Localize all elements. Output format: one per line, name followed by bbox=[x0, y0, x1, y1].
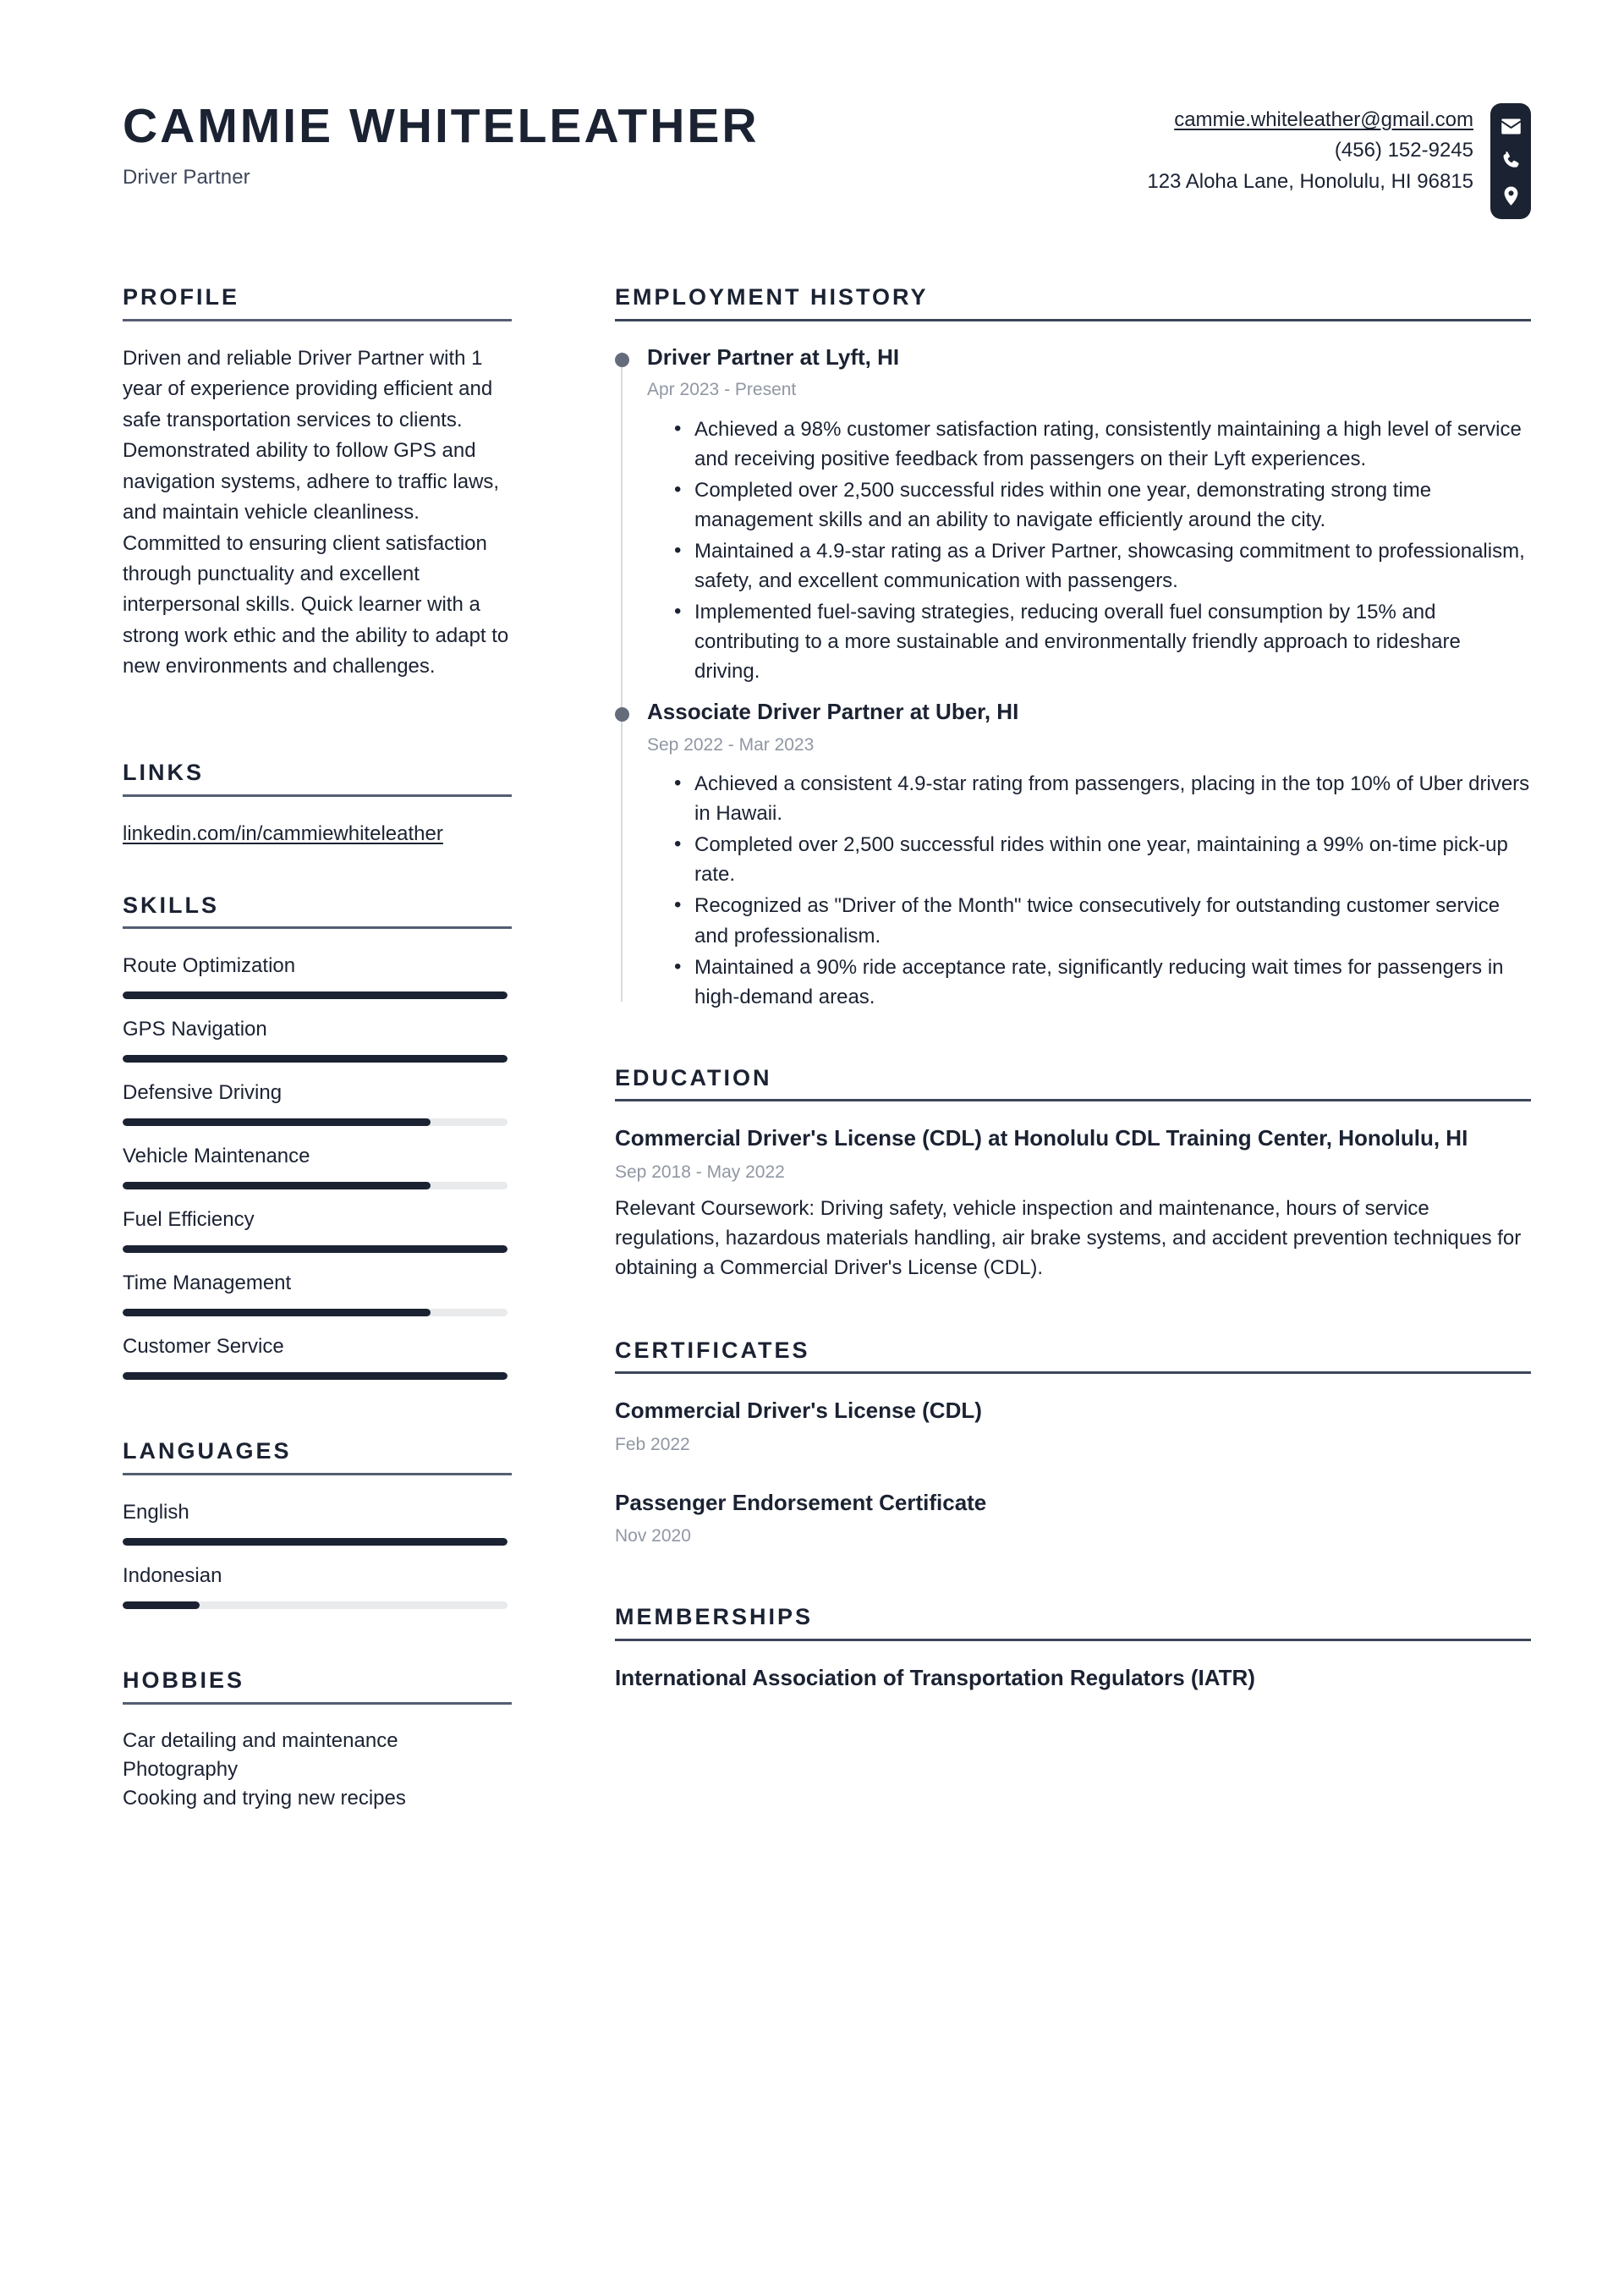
skill-bar-fill bbox=[123, 991, 508, 999]
header-contact bbox=[1147, 95, 1531, 219]
sidebar-column bbox=[123, 285, 562, 1813]
section-rule bbox=[123, 1702, 512, 1705]
skill-label: GPS Navigation bbox=[123, 1018, 267, 1041]
section-rule bbox=[123, 1473, 512, 1475]
section-title-profile: PROFILE bbox=[123, 284, 240, 310]
section-hobbies bbox=[123, 1668, 512, 1813]
employment-timeline bbox=[615, 343, 1531, 1012]
job-bullet: • Maintained a 4.9-star rating as a Driver Partner, showcasing commitment to professionalism, safety, and excellent communication with passengers. bbox=[694, 536, 1531, 596]
section-rule bbox=[615, 319, 1531, 321]
skill-label: Customer Service bbox=[123, 1335, 284, 1359]
skill-label: Time Management bbox=[123, 1272, 292, 1295]
job-bullet: • Completed over 2,500 successful rides within one year, maintaining a 99% on-time pick-up rate. bbox=[694, 830, 1531, 889]
section-title-education: EDUCATION bbox=[615, 1064, 772, 1090]
skill-item bbox=[123, 1078, 512, 1126]
job-bullet-list bbox=[647, 769, 1531, 1011]
section-rule bbox=[123, 794, 512, 797]
skill-item bbox=[123, 1014, 512, 1063]
hobby-item: Car detailing and maintenance bbox=[123, 1728, 398, 1752]
skill-bar-fill bbox=[123, 1372, 508, 1380]
spacer bbox=[615, 1286, 1531, 1338]
skill-bar-track bbox=[123, 1372, 508, 1380]
certificate-date: Feb 2022 bbox=[615, 1435, 690, 1455]
skill-bar-track bbox=[123, 1245, 508, 1253]
section-education bbox=[615, 1066, 1531, 1283]
section-employment bbox=[615, 285, 1531, 1012]
job-date: Apr 2023 - Present bbox=[647, 380, 797, 400]
section-title-links: LINKS bbox=[123, 759, 204, 785]
section-rule bbox=[615, 1371, 1531, 1374]
language-bar-fill bbox=[123, 1538, 508, 1546]
hobby-item: Cooking and trying new recipes bbox=[123, 1786, 406, 1810]
contact-address: 123 Aloha Lane, Honolulu, HI 96815 bbox=[1147, 169, 1473, 193]
skill-label: Fuel Efficiency bbox=[123, 1208, 255, 1232]
skill-item bbox=[123, 951, 512, 999]
hobby-item: Photography bbox=[123, 1757, 239, 1781]
certificate-title: Commercial Driver's License (CDL) bbox=[615, 1398, 982, 1424]
contact-icon-stack bbox=[1490, 103, 1531, 219]
skill-bar-fill bbox=[123, 1055, 508, 1063]
contact-lines bbox=[1147, 103, 1473, 197]
timeline-dot-icon bbox=[615, 353, 629, 367]
section-rule bbox=[123, 319, 512, 321]
skill-bar-track bbox=[123, 1309, 508, 1316]
section-profile bbox=[123, 285, 512, 683]
resume-body bbox=[0, 285, 1624, 1813]
skill-bar-track bbox=[123, 1182, 508, 1189]
job-bullet-list bbox=[647, 415, 1531, 686]
section-languages bbox=[123, 1439, 512, 1609]
language-bar-fill bbox=[123, 1601, 200, 1609]
timeline-dot-icon bbox=[615, 707, 629, 722]
skill-bar-fill bbox=[123, 1118, 431, 1126]
section-title-skills: SKILLS bbox=[123, 892, 220, 918]
section-rule bbox=[615, 1639, 1531, 1641]
certificate-date: Nov 2020 bbox=[615, 1526, 691, 1546]
skill-bar-fill bbox=[123, 1309, 431, 1316]
section-title-certificates: CERTIFICATES bbox=[615, 1337, 810, 1363]
language-item bbox=[123, 1561, 512, 1609]
language-label: English bbox=[123, 1500, 189, 1524]
profile-text: Driven and reliable Driver Partner with 1 year of experience providing efficient and safe transportation services to clients. Demonstrated ability to follow GPS and navigation systems, adhere to traffic laws, and maintain vehicle cleanliness. Committed to ensuring client satisfaction through punctuality and excellent interpersonal skills. Quick learner with a strong work ethic and the ability to adapt to new environments and challenges. bbox=[123, 346, 509, 678]
location-pin-icon bbox=[1500, 184, 1522, 207]
phone-icon bbox=[1500, 150, 1522, 173]
section-memberships bbox=[615, 1605, 1531, 1694]
section-links bbox=[123, 761, 512, 849]
job-title: Driver Partner at Lyft, HI bbox=[647, 343, 900, 370]
job-bullet: • Achieved a consistent 4.9-star rating from passengers, placing in the top 10% of Uber drivers in Hawaii. bbox=[694, 769, 1531, 828]
envelope-icon bbox=[1500, 115, 1522, 138]
education-description: Relevant Coursework: Driving safety, vehicle inspection and maintenance, hours of service regulations, hazardous materials handling, air brake systems, and accident prevention techniques for obtaining a Commercial Driver's License (CDL). bbox=[615, 1196, 1522, 1279]
section-certificates bbox=[615, 1338, 1531, 1549]
certificate-entry bbox=[615, 1396, 1531, 1457]
skill-bar-fill bbox=[123, 1182, 431, 1189]
skill-bar-track bbox=[123, 991, 508, 999]
header-identity bbox=[123, 95, 760, 190]
candidate-name: CAMMIE WHITELEATHER bbox=[123, 99, 760, 153]
job-entry bbox=[615, 698, 1531, 1011]
section-title-employment: EMPLOYMENT HISTORY bbox=[615, 284, 929, 310]
skill-label: Vehicle Maintenance bbox=[123, 1145, 310, 1168]
skill-item bbox=[123, 1141, 512, 1189]
section-rule bbox=[615, 1099, 1531, 1101]
spacer bbox=[123, 703, 512, 761]
contact-email[interactable]: cammie.whiteleather@gmail.com bbox=[1174, 108, 1473, 131]
spacer bbox=[123, 1395, 512, 1439]
skill-item bbox=[123, 1268, 512, 1316]
main-column bbox=[562, 285, 1531, 1813]
membership-entry bbox=[615, 1663, 1531, 1694]
section-title-languages: LANGUAGES bbox=[123, 1438, 292, 1464]
job-entry bbox=[615, 343, 1531, 686]
job-title: Associate Driver Partner at Uber, HI bbox=[647, 699, 1019, 725]
resume-header bbox=[0, 0, 1624, 219]
skill-label: Defensive Driving bbox=[123, 1081, 283, 1105]
spacer bbox=[615, 1013, 1531, 1066]
spacer bbox=[123, 1624, 512, 1668]
skill-bar-track bbox=[123, 1118, 508, 1126]
job-bullet: • Achieved a 98% customer satisfaction rating, consistently maintaining a high level of service and receiving positive feedback from passengers on their Lyft experiences. bbox=[694, 415, 1531, 474]
education-date: Sep 2018 - May 2022 bbox=[615, 1162, 785, 1183]
skill-bar-fill bbox=[123, 1245, 508, 1253]
membership-title: International Association of Transportation Regulators (IATR) bbox=[615, 1664, 1255, 1690]
spacer bbox=[615, 1552, 1531, 1605]
job-bullet: • Implemented fuel-saving strategies, reducing overall fuel consumption by 15% and contributing to a more sustainable and environmentally friendly approach to rideshare driving. bbox=[694, 597, 1531, 686]
section-skills bbox=[123, 893, 512, 1381]
job-bullet: • Recognized as "Driver of the Month" twice consecutively for outstanding customer service and professionalism. bbox=[694, 891, 1531, 950]
skill-item bbox=[123, 1205, 512, 1253]
education-title: Commercial Driver's License (CDL) at Honolulu CDL Training Center, Honolulu, HI bbox=[615, 1125, 1468, 1151]
education-entry bbox=[615, 1123, 1531, 1282]
skill-item bbox=[123, 1332, 512, 1380]
section-title-hobbies: HOBBIES bbox=[123, 1667, 245, 1693]
language-bar-track bbox=[123, 1538, 508, 1546]
language-label: Indonesian bbox=[123, 1563, 222, 1587]
job-date: Sep 2022 - Mar 2023 bbox=[647, 734, 815, 755]
spacer bbox=[615, 1461, 1531, 1488]
candidate-role: Driver Partner bbox=[123, 165, 250, 189]
skill-bar-track bbox=[123, 1055, 508, 1063]
spacer bbox=[123, 849, 512, 893]
job-bullet: • Maintained a 90% ride acceptance rate, significantly reducing wait times for passengers in high-demand areas. bbox=[694, 953, 1531, 1012]
skill-label: Route Optimization bbox=[123, 954, 296, 978]
link-linkedin[interactable]: linkedin.com/in/cammiewhiteleather bbox=[123, 821, 443, 845]
section-rule bbox=[123, 926, 512, 929]
links-list bbox=[123, 819, 512, 849]
contact-phone: (456) 152-9245 bbox=[1334, 139, 1473, 162]
language-item bbox=[123, 1497, 512, 1546]
section-title-memberships: MEMBERSHIPS bbox=[615, 1603, 814, 1629]
certificate-title: Passenger Endorsement Certificate bbox=[615, 1489, 987, 1515]
language-bar-track bbox=[123, 1601, 508, 1609]
job-bullet: • Completed over 2,500 successful rides within one year, demonstrating strong time management skills and an ability to navigate efficiently around the city. bbox=[694, 475, 1531, 535]
certificate-entry bbox=[615, 1488, 1531, 1549]
